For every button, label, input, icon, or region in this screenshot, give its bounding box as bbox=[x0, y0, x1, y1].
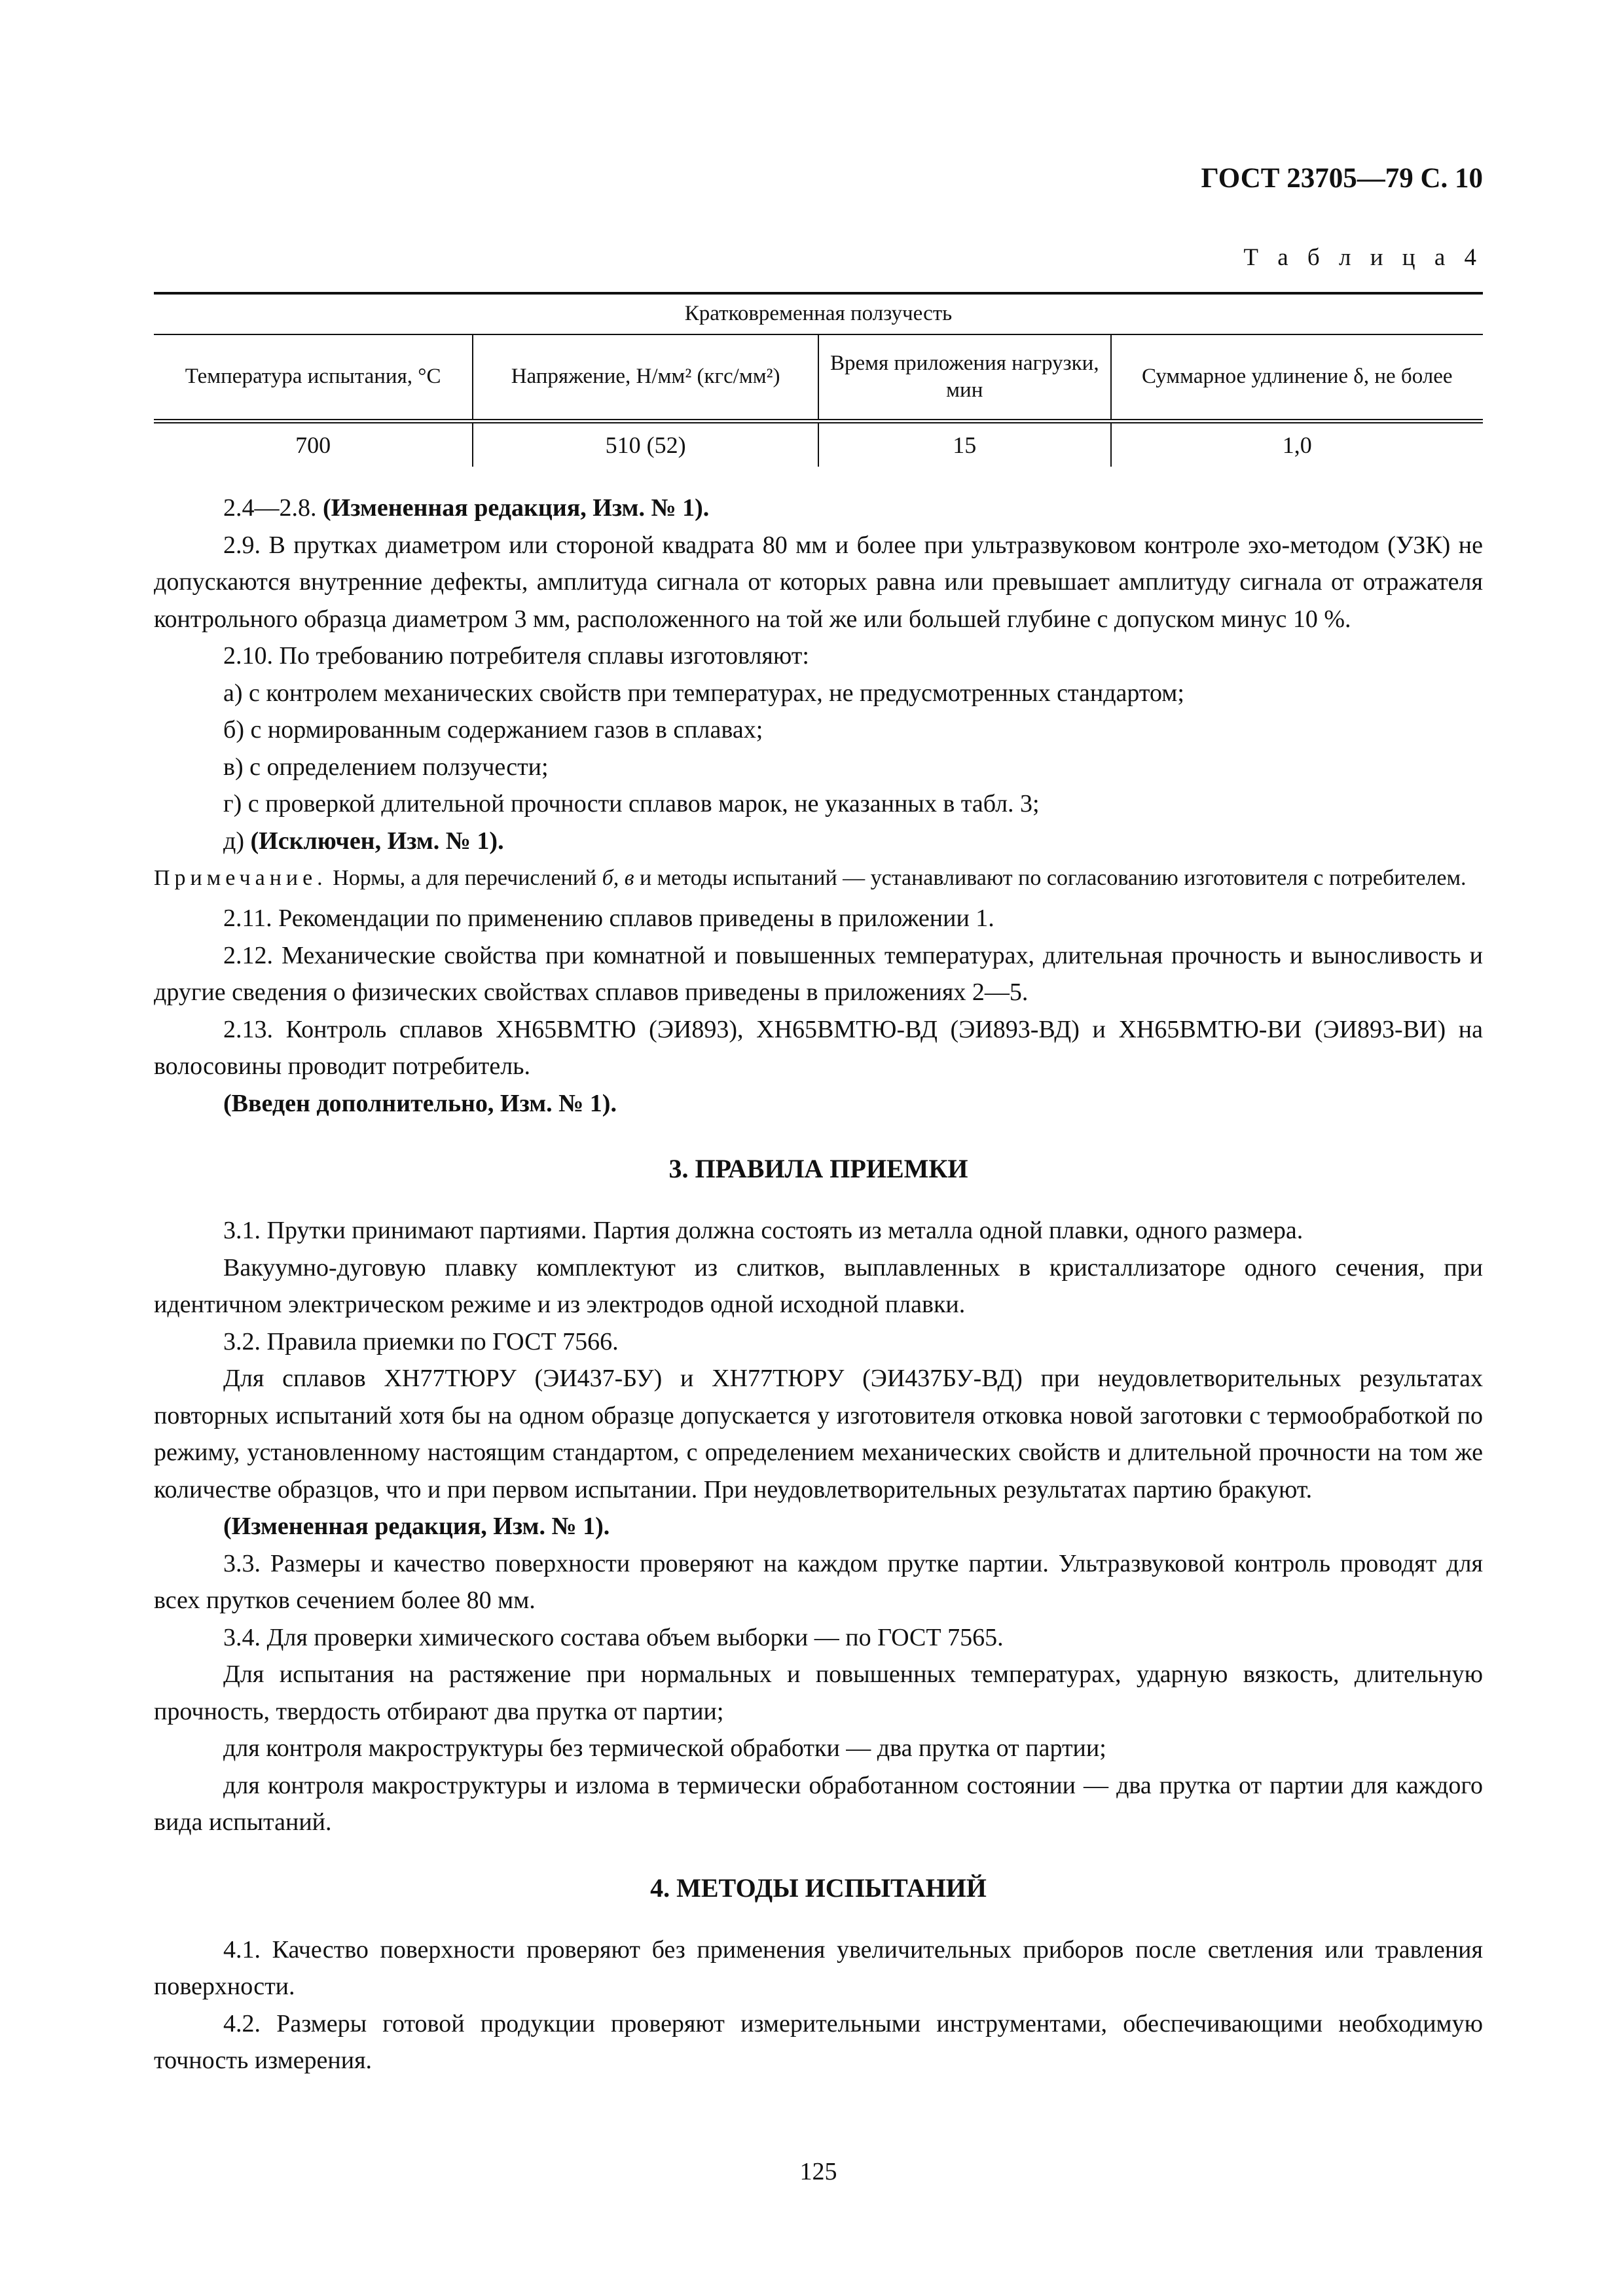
note bbox=[154, 863, 1483, 893]
amendment-note bbox=[154, 1508, 1483, 1545]
paragraph-2-4 bbox=[154, 490, 1483, 527]
paragraph-4-1: 4.1. Качество поверхности проверяют без применения увеличительных приборов после светления или травления поверхности. bbox=[154, 1935, 1483, 2000]
list-item-d bbox=[154, 823, 1483, 860]
paragraph-3-1b: Вакуумно-дуговую плавку комплектуют из слитков, выплавленных в кристаллизаторе одного сечения, при идентичном электрическом режиме и из электродов одной исходной плавки. bbox=[154, 1253, 1483, 1318]
table-cell: 700 bbox=[295, 431, 331, 458]
table-header-cell: Суммарное удлинение δ, не более bbox=[1111, 334, 1483, 422]
paragraph-3-2: 3.2. Правила приемки по ГОСТ 7566. bbox=[223, 1327, 619, 1355]
table-row bbox=[154, 422, 1483, 467]
table-caption: Т а б л и ц а 4 bbox=[1243, 244, 1483, 271]
paragraph-3-4c: для контроля макроструктуры без термической обработки — два прутка от партии; bbox=[223, 1734, 1106, 1762]
paragraph-4-2: 4.2. Размеры готовой продукции проверяют измерительными инструментами, обеспечивающими необходимую точность измерения. bbox=[154, 2009, 1483, 2074]
table-header-cell: Напряжение, Н/мм² (кгс/мм²) bbox=[473, 334, 818, 422]
table-header-cell: Температура испытания, °С bbox=[154, 334, 473, 422]
paragraph-3-1: 3.1. Прутки принимают партиями. Партия должна состоять из металла одной плавки, одного размера. bbox=[223, 1217, 1304, 1244]
paragraph-3-2b: Для сплавов ХН77ТЮРУ (ЭИ437-БУ) и ХН77ТЮРУ (ЭИ437БУ-ВД) при неудовлетворительных результатах повторных испытаний хотя бы на одном образце допускается у изготовителя отковка новой заготовки с термообработкой по режиму, установленному настоящим стандартом, с определением механических свойств и длительной прочности на том же количестве образцов, что и при первом испытании. При неудовлетворительных результатах партию бракуют. bbox=[154, 1365, 1483, 1503]
creep-table bbox=[154, 292, 1483, 467]
paragraph-3-4d: для контроля макроструктуры и излома в термически обработанном состоянии — два прутка от партии для каждого вида испытаний. bbox=[154, 1771, 1483, 1836]
amendment-note: (Измененная редакция, Изм. № 1). bbox=[323, 494, 710, 522]
document-header: ГОСТ 23705—79 С. 10 bbox=[1201, 163, 1483, 194]
paragraph-2-9: 2.9. В прутках диаметром или стороной квадрата 80 мм и более при ультразвуковом контроле эхо-методом (УЗК) не допускаются внутренние дефекты, амплитуда сигнала от которых равна или превышает амплитуду сигнала от отражателя контрольного образца диаметром 3 мм, расположенного на той же или большей глубине с допуском минус 10 %. bbox=[154, 531, 1483, 633]
clause-number: 2.4—2.8. bbox=[223, 494, 323, 522]
list-item-g: г) с проверкой длительной прочности сплавов марок, не указанных в табл. 3; bbox=[223, 790, 1040, 817]
section-4-title: 4. МЕТОДЫ ИСПЫТАНИЙ bbox=[650, 1873, 987, 1903]
note-italic: б, в bbox=[602, 866, 634, 890]
list-item-v: в) с определением ползучести; bbox=[223, 753, 549, 781]
note-label: Примечание. bbox=[154, 866, 327, 890]
note-text: Нормы, а для перечислений bbox=[327, 866, 602, 890]
section-3-title: 3. ПРАВИЛА ПРИЕМКИ bbox=[668, 1154, 968, 1183]
amendment-note: (Исключен, Изм. № 1). bbox=[250, 827, 504, 855]
amendment-note-text: (Измененная редакция, Изм. № 1). bbox=[223, 1513, 610, 1540]
list-item-b: б) с нормированным содержанием газов в сплавах; bbox=[223, 716, 763, 744]
paragraph-3-3: 3.3. Размеры и качество поверхности проверяют на каждом прутке партии. Ультразвуковой контроль проводят для всех прутков сечением более 80 мм. bbox=[154, 1549, 1483, 1614]
amendment-note-text: (Введен дополнительно, Изм. № 1). bbox=[223, 1089, 617, 1117]
paragraph-2-12: 2.12. Механические свойства при комнатной и повышенных температурах, длительная прочность и выносливость и другие сведения о физических свойствах сплавов приведены в приложениях 2—5. bbox=[154, 941, 1483, 1006]
list-marker: д) bbox=[223, 827, 251, 855]
paragraph-2-13: 2.13. Контроль сплавов ХН65ВМТЮ (ЭИ893), ХН65ВМТЮ-ВД (ЭИ893-ВД) и ХН65ВМТЮ-ВИ (ЭИ893-ВИ) на волосовины проводит потребитель. bbox=[154, 1015, 1483, 1080]
paragraph-3-4b: Для испытания на растяжение при нормальных и повышенных температурах, ударную вязкость, длительную прочность, твердость отбирают два прутка от партии; bbox=[154, 1660, 1483, 1725]
table-cell: 1,0 bbox=[1111, 422, 1483, 467]
page-number: 125 bbox=[799, 2158, 837, 2185]
document-body bbox=[154, 490, 1483, 2079]
paragraph-2-11: 2.11. Рекомендации по применению сплавов приведены в приложении 1. bbox=[223, 905, 994, 932]
table-title: Кратковременная ползучесть bbox=[154, 293, 1483, 334]
amendment-note bbox=[154, 1085, 1483, 1122]
paragraph-3-4: 3.4. Для проверки химического состава объем выборки — по ГОСТ 7565. bbox=[223, 1623, 1004, 1651]
paragraph-2-10: 2.10. По требованию потребителя сплавы изготовляют: bbox=[223, 642, 809, 670]
table-header-cell: Время приложения нагрузки, мин bbox=[818, 334, 1111, 422]
document-page bbox=[154, 0, 1483, 2296]
list-item-a: а) с контролем механических свойств при температурах, не предусмотренных стандартом; bbox=[223, 679, 1184, 707]
table-cell: 15 bbox=[818, 422, 1111, 467]
table-cell: 510 (52) bbox=[473, 422, 818, 467]
note-text: и методы испытаний — устанавливают по согласованию изготовителя с потребителем. bbox=[634, 866, 1467, 890]
